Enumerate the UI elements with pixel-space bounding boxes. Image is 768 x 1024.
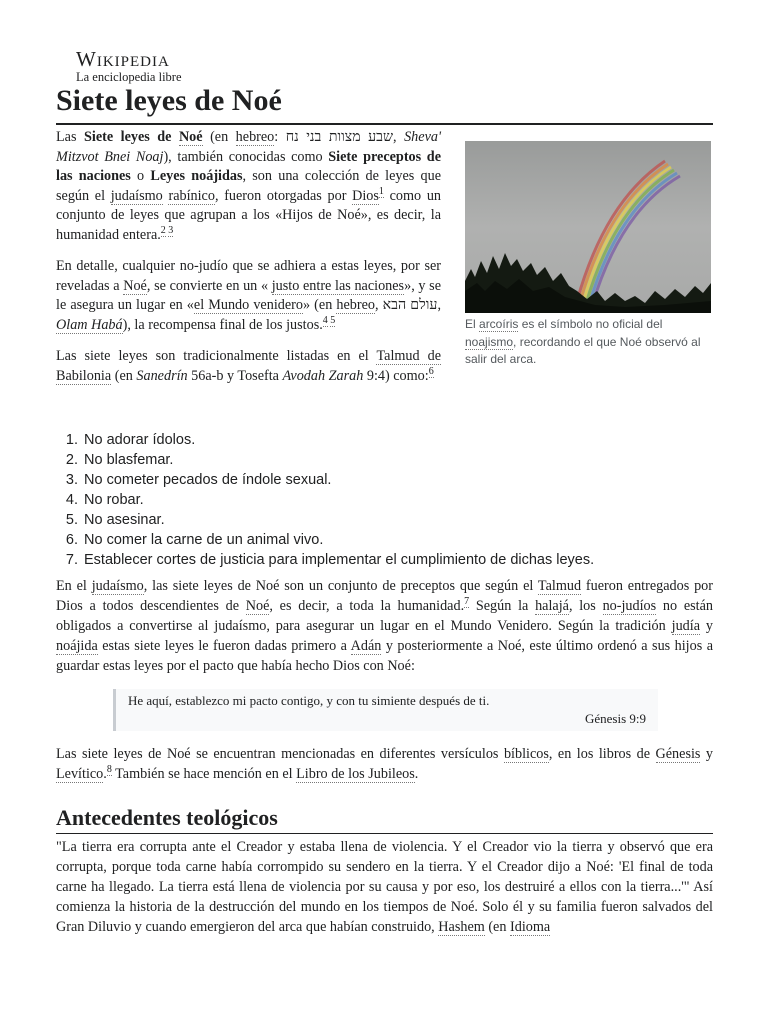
reference[interactable] bbox=[429, 366, 434, 378]
link-dios[interactable]: Dios bbox=[352, 187, 379, 204]
text: , son una colección de leyes que según el bbox=[56, 168, 441, 204]
list-item: 2. No blasfemar. bbox=[82, 450, 720, 470]
rainbow-photo[interactable] bbox=[465, 141, 711, 313]
text: ), la recompensa final de los justos. bbox=[122, 316, 323, 333]
text: Las siete leyes de Noé se encuentran mencionadas en diferentes versículos bbox=[56, 746, 504, 762]
link-noajida[interactable]: noájida bbox=[56, 638, 98, 654]
ref-link[interactable]: 1 bbox=[378, 185, 384, 197]
body-paragraph-5 bbox=[56, 744, 713, 784]
italic-term: Sheva' Mitzvot Bnei Noaj bbox=[56, 129, 441, 165]
text: , fueron otorgadas por bbox=[214, 187, 353, 204]
list-item: 7. Establecer cortes de justicia para implementar el cumplimiento de dichas leyes. bbox=[82, 550, 720, 570]
reference[interactable] bbox=[161, 225, 174, 237]
text: "La tierra era corrupta ante el Creador y estaba llena de violencia. Y el Creador vio la tierra y observó que era corrupta, porque toda carne había corrompido su sendero en la tierra. Y el Creador dijo a Noé: 'El final de toda carne ha llegado. La tierra está llena de violencia por su causa y por eso, los destruiré a ellos con la tierra...'" Así comienza la historia de la destrucción del mundo en los tiempos de Noé. Solo él y su familia fueron salvados del Gran Diluvio y cuando emergieron del arca que habían construido, bbox=[56, 839, 713, 935]
link-olam-haba[interactable]: Olam Habá bbox=[56, 316, 123, 333]
paragraph bbox=[56, 576, 713, 676]
body-paragraph-4 bbox=[56, 576, 713, 676]
intro-paragraph-2 bbox=[56, 257, 441, 335]
blockquote bbox=[113, 689, 658, 731]
text: o bbox=[130, 168, 151, 184]
rainbow-figure bbox=[465, 141, 711, 369]
text: fueron entregados por Dios a todos descendientes de bbox=[56, 578, 713, 614]
ref-link[interactable]: 2 bbox=[160, 224, 166, 236]
ref-link[interactable]: 6 bbox=[428, 365, 434, 377]
link-rabinico[interactable]: rabínico bbox=[168, 187, 215, 204]
link-hebreo[interactable]: hebreo bbox=[235, 129, 275, 145]
list-item: 3. No cometer pecados de índole sexual. bbox=[82, 470, 720, 490]
text: Las siete leyes son tradicionalmente listadas en el bbox=[56, 348, 377, 364]
link-mundo-venidero[interactable]: el Mundo venidero bbox=[193, 297, 303, 313]
link-arcoiris[interactable]: arcoíris bbox=[479, 317, 519, 331]
text: es el símbolo no oficial del bbox=[518, 317, 663, 331]
text: En detalle, cualquier no-judío que se adhiera a estas leyes, por ser reveladas a bbox=[56, 258, 441, 294]
text: 9:4) como: bbox=[363, 367, 429, 384]
text: ), también conocidas como bbox=[163, 148, 329, 165]
text: Las bbox=[56, 129, 84, 145]
ref-link[interactable]: 4 bbox=[322, 314, 328, 326]
text: » (en bbox=[302, 297, 337, 313]
paragraph bbox=[56, 744, 713, 784]
link-talmud-de-babilonia[interactable]: Talmud de Babilonia bbox=[56, 348, 441, 384]
text: , se convierte en un « bbox=[146, 277, 272, 294]
text: En el bbox=[56, 578, 92, 594]
bold-term: Leyes noájidas bbox=[150, 168, 243, 184]
text: », y se le asegura un lugar en « bbox=[56, 277, 441, 313]
laws-list bbox=[60, 430, 720, 570]
list-item: 4. No robar. bbox=[82, 490, 720, 510]
link-noe[interactable]: Noé bbox=[245, 598, 270, 614]
text: . bbox=[103, 766, 107, 782]
italic-term: Avodah Zarah bbox=[282, 367, 364, 384]
link-adan[interactable]: Adán bbox=[350, 638, 382, 654]
text: : שבע מצוות בני נח, bbox=[274, 129, 405, 145]
text: como un conjunto de leyes que agrupan a los «Hijos de Noé», es decir, la humanidad entera. bbox=[56, 187, 442, 243]
text: (en bbox=[202, 129, 236, 145]
ref-link[interactable]: 5 bbox=[330, 314, 336, 326]
link-libro-de-los-jubileos[interactable]: Libro de los Jubileos bbox=[296, 766, 415, 782]
reference[interactable] bbox=[323, 315, 336, 327]
bold-term: Siete preceptos de las naciones bbox=[56, 148, 441, 184]
link-judaismo[interactable]: judaísmo bbox=[91, 578, 144, 594]
bold-term bbox=[84, 129, 203, 146]
text: . bbox=[414, 766, 419, 782]
text: (en bbox=[111, 367, 137, 384]
text: , las siete leyes de Noé son un conjunto de preceptos que según el bbox=[143, 578, 538, 594]
text: , es decir, a toda la humanidad. bbox=[269, 598, 465, 614]
ref-link[interactable]: 7 bbox=[464, 596, 470, 608]
paragraph bbox=[56, 837, 713, 937]
link-biblicos[interactable]: bíblicos bbox=[503, 746, 549, 762]
link-no-judios[interactable]: no-judíos bbox=[602, 598, 657, 614]
logo-tagline: La enciclopedia libre bbox=[76, 70, 182, 84]
link-talmud[interactable]: Talmud bbox=[537, 578, 582, 594]
link-levitico[interactable]: Levítico bbox=[56, 766, 104, 782]
link-idioma[interactable]: Idioma bbox=[510, 919, 551, 935]
intro-paragraph-1 bbox=[56, 128, 441, 245]
lead-section bbox=[56, 128, 441, 398]
link-judia[interactable]: judía bbox=[671, 618, 701, 634]
section-heading: Antecedentes teológicos bbox=[56, 803, 713, 834]
list-item: 1. No adorar ídolos. bbox=[82, 430, 720, 450]
italic-term: Sanedrín bbox=[136, 367, 188, 384]
text: no están obligados a convertirse al judaísmo, para asegurar un lugar en el Mundo Venidero. Según la tradición bbox=[56, 598, 714, 634]
ref-link[interactable]: 3 bbox=[168, 224, 174, 236]
quote-source: Génesis 9:9 bbox=[584, 711, 646, 726]
text: , los bbox=[568, 598, 603, 614]
section-paragraph bbox=[56, 837, 713, 937]
text: 56a-b y Tosefta bbox=[187, 367, 283, 384]
list-item: 6. No comer la carne de un animal vivo. bbox=[82, 530, 720, 550]
list-item: 5. No asesinar. bbox=[82, 510, 720, 530]
text: y posteriormente a Noé, este último ordenó a sus hijos a guardar estas leyes por el pacto que había hecho Dios con Noé: bbox=[56, 638, 713, 674]
text: También se hace mención en el bbox=[111, 766, 297, 782]
text: El bbox=[465, 317, 480, 331]
text: Según la bbox=[469, 598, 536, 614]
text: y bbox=[700, 746, 714, 762]
link-halaja[interactable]: halajá bbox=[535, 598, 569, 614]
text: (en bbox=[484, 919, 510, 935]
wikipedia-logo[interactable] bbox=[76, 48, 182, 84]
link-judaismo[interactable]: judaísmo bbox=[110, 187, 163, 204]
quote-text: He aquí, establezco mi pacto contigo, y con tu simiente después de ti. bbox=[128, 693, 490, 708]
link-justo-entre-las-naciones[interactable]: justo entre las naciones bbox=[271, 277, 405, 294]
logo-wordmark: Wikipedia bbox=[76, 47, 170, 71]
page-title: Siete leyes de Noé bbox=[56, 80, 713, 125]
link-noe[interactable]: Noé bbox=[123, 277, 147, 294]
text: Siete leyes de bbox=[83, 129, 179, 145]
text: y bbox=[700, 618, 714, 634]
figure-caption bbox=[465, 316, 711, 369]
link-hashem[interactable]: Hashem bbox=[438, 919, 485, 935]
link-noe[interactable]: Noé bbox=[178, 129, 203, 145]
ref-link[interactable]: 8 bbox=[106, 764, 112, 776]
rainbow-image bbox=[465, 141, 711, 313]
text: , עולם הבא, bbox=[375, 297, 441, 313]
link-genesis[interactable]: Génesis bbox=[655, 746, 701, 762]
text: estas siete leyes le fueron dadas primero a bbox=[97, 638, 351, 654]
link-noajismo[interactable]: noajismo bbox=[465, 334, 514, 349]
text: , recordando el que Noé observó al salir del arca. bbox=[465, 334, 701, 366]
intro-paragraph-3 bbox=[56, 347, 441, 386]
text: , en los libros de bbox=[548, 746, 656, 762]
link-hebreo[interactable]: hebreo bbox=[336, 297, 376, 313]
